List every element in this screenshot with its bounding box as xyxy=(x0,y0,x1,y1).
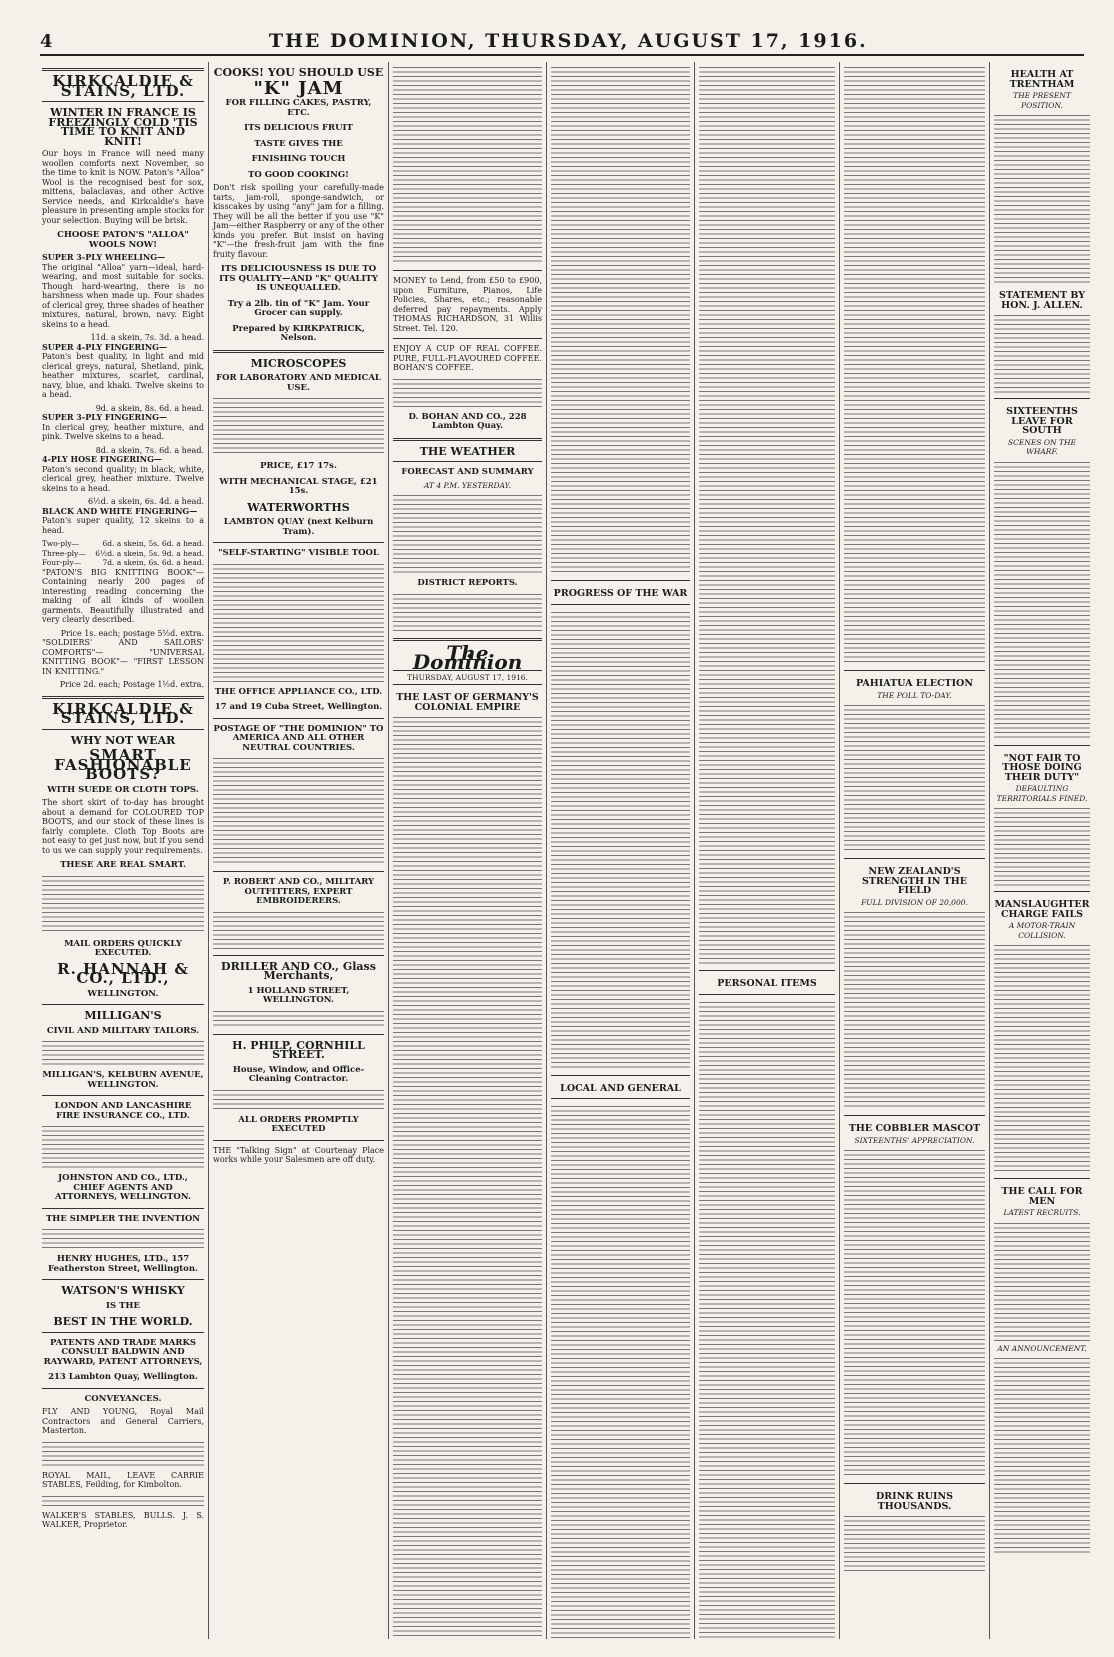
masthead xyxy=(40,28,1084,56)
manslaughter-charge: MANSLAUGHTER CHARGE FAILS xyxy=(994,899,1090,920)
microscopes-title: MICROSCOPES xyxy=(250,356,347,370)
district-reports: DISTRICT REPORTS. xyxy=(417,578,518,588)
wool-item: BLACK AND WHITE FINGERING— Paton's super quality, 12 skeins to a head. xyxy=(42,505,204,535)
ad-bohan: D. BOHAN AND CO., 228 Lambton Quay. xyxy=(408,411,527,431)
microscopes-price: PRICE, £17 17s. xyxy=(260,461,337,471)
ad-walkers: WALKER'S STABLES, BULLS. J. S. WALKER, Proprietor. xyxy=(42,1510,204,1529)
motor-train-collision: A MOTOR-TRAIN COLLISION. xyxy=(1008,921,1076,940)
not-fair: "NOT FAIR TO THOSE DOING THEIR DUTY" xyxy=(1002,752,1082,783)
nz-strength: NEW ZEALAND'S STRENGTH IN THE FIELD xyxy=(862,866,967,896)
forecast-title: FORECAST AND SUMMARY xyxy=(401,467,534,477)
announcement: AN ANNOUNCEMENT. xyxy=(997,1343,1087,1353)
cobbler-mascot: THE COBBLER MASCOT xyxy=(848,1123,981,1134)
full-division: FULL DIVISION OF 20,000. xyxy=(861,897,968,907)
ad-boots-mail: MAIL ORDERS QUICKLY EXECUTED. xyxy=(64,938,182,958)
ad-boots-body: The short skirt of to-day has brought about a demand for COLOURED TOP BOOTS, and our stock of these lines is fairly complete. Cloth Top Boots are not easy to get just now, but if you send to us we can supply your requirements. xyxy=(42,798,204,855)
ad-kirkcaldie-headline: WINTER IN FRANCE IS FREEZINGLY COLD 'TIS TIME TO KNIT AND KNIT! xyxy=(48,106,198,148)
ad-kirkcaldie-choose: CHOOSE PATON'S "ALLOA" WOOLS NOW! xyxy=(57,230,189,250)
ad-kirkcaldie-title: KIRKCALDIE & STAINS, LTD. xyxy=(52,72,194,100)
ad-driller-addr: 1 HOLLAND STREET, WELLINGTON. xyxy=(247,985,350,1005)
ad-whisky-3: BEST IN THE WORLD. xyxy=(53,1315,193,1328)
column-3 xyxy=(388,62,546,1639)
ad-milligans-title: MILLIGAN'S xyxy=(84,1009,162,1022)
forecast-time: AT 4 P.M. YESTERDAY. xyxy=(423,480,512,490)
knitting-book: "PATON'S BIG KNITTING BOOK"— Containing nearly 200 pages of interesting reading concerning the making of all kinds of woollen garments. Beautifully illustrated and very clearly described. xyxy=(42,567,204,624)
ad-hannah-sub: WELLINGTON. xyxy=(87,988,159,999)
ad-whisky-1: WATSON'S WHISKY xyxy=(61,1284,185,1297)
jam-brand: "K" JAM xyxy=(253,77,344,99)
wool-item: SUPER 3-PLY FINGERING— In clerical grey, heather mixture, and pink. Twelve skeins to a head. 8d. a skein, 7s. 6d. a head. xyxy=(42,412,204,455)
ad-driller: DRILLER AND CO., Glass Merchants, xyxy=(221,959,376,982)
wool-item: SUPER 4-PLY FINGERING— Paton's best quality, in light and mid clerical greys, natural, Shetland, pink, heather mixtures, scarlet, cardinal, navy, blue, and khaki. Twelve skeins to a head. 9d. a skein, 8s. 6d. a head. xyxy=(42,341,204,413)
section-conveyances: CONVEYANCES. xyxy=(84,1393,162,1404)
scenes-wharf: SCENES ON THE WHARF. xyxy=(1007,437,1077,456)
present-position: THE PRESENT POSITION. xyxy=(1013,91,1071,110)
self-starting-tool: "SELF-STARTING" VISIBLE TOOL xyxy=(218,548,379,558)
office-appliance: THE OFFICE APPLIANCE CO., LTD. xyxy=(214,686,383,697)
dominion-date: THURSDAY, AUGUST 17, 1916. xyxy=(393,670,542,686)
dominion-title: The Dominion xyxy=(412,640,523,674)
ad-milligans-sub: CIVIL AND MILITARY TAILORS. xyxy=(46,1025,200,1036)
ad-kirkcaldie-2-title: KIRKCALDIE & STAINS, LTD. xyxy=(52,699,194,727)
jam-try: Try a 2lb. tin of "K" Jam. Your Grocer can supply. xyxy=(227,298,370,318)
wool-item: SUPER 3-PLY WHEELING— The original "Alloa" yarn—ideal, hard-wearing, and most suitable for socks. Though hard-wearing, there is no harshness when made up. Four shades of clerical grey, three shades of heather mixtures, natural, brown, navy. Eight skeins to a head. 11d. a skein, 7s. 3d. a head. xyxy=(42,252,204,342)
latest-recruits: LATEST RECRUITS. xyxy=(1003,1208,1081,1217)
ad-whisky-2: IS THE xyxy=(106,1300,140,1311)
column-6 xyxy=(839,62,989,1639)
poll-today: THE POLL TO-DAY. xyxy=(877,690,952,700)
ad-boots-head-1: WHY NOT WEAR xyxy=(70,733,176,747)
ad-boots-smart: THESE ARE REAL SMART. xyxy=(60,860,186,870)
column-1: KIRKCALDIE & STAINS, LTD. WINTER IN FRANCE IS FREEZINGLY COLD 'TIS TIME TO KNIT AND KNIT! Our boys in France will need many woollen comforts next November, so the time to knit is NOW. Paton's "Alloa" Wool is the recognised best for sox, mittens, balaclavas, and other Active Service needs, and Kirkcaldie's have pleasure in presenting ample stocks for your selection. Buying will be brisk. CHOOSE PATON'S "ALLOA" WOOLS NOW! SUPER 3-PLY WHEELING— The original "Alloa" yarn—ideal, hard-wearing, and most suitable for socks. Though hard-wearing, there is no harshness when made up. Four shades of clerical grey, three shades of heather mixtures, natural, brown, navy. Eight skeins to a head. 11d. a skein, 7s. 3d. a head. SUPER 4-PLY FINGERING— Paton's best quality, in light and mid clerical greys, natural, Shetland, pink, heather mixtures, scarlet, cardinal, navy, blue, and khaki. Twelve skeins to a head. 9d. a skein, 8s. 6d. a head. SUPER 3-PLY FINGERING— In clerical grey, heather mixture, and pink. Twelve skeins to a head. 8d. a skein, 7s. 6d. a head. 4-PLY HOSE FINGERING— Paton's second quality; in black, white, clerical grey, heather mixture. Twelve skeins to a head. 6½d. a skein, 6s. 4d. a head. BLACK AND WHITE FINGERING— Paton's super quality, 12 skeins to a head. Two-ply— 6d. a skein, 5s. 6d. a head. Three-ply— 6½d. a skein, 5s. 9d. a head. Four-ply— 7d. a skein, 6s. 6d. a head. "PATON'S BIG KNITTING BOOK"— Containing nearly 200 pages of interesting reading concerning the making of all kinds of woollen garments. Beautifully illustrated and very clearly described. Price 1s. each; postage 5½d. extra. "SOLDIERS' AND SAILORS' COMFORTS"— "UNIVERSAL KNITTING BOOK"— "FIRST LESSON IN KNITTING." Price 2d. each; Postage 1½d. extra. KIRKCALDIE & STAINS, LTD. WHY NOT WEAR SMART FASHIONABLE BOOTS? WITH SUEDE OR CLOTH TOPS. The short skirt of to-day has brought about a demand for COLOURED TOP BOOTS, and our stock of these lines is fairly complete. Cloth Top Boots are not easy to get just now, but if you send to us we can supply your requirements. THESE ARE REAL SMART. MAIL ORDERS QUICKLY EXECUTED. R. HANNAH & CO., LTD., WELLINGTON. MILLIGAN'S CIVIL AND MILITARY TAILORS. MILLIGAN'S, KELBURN AVENUE, WELLINGTON. LONDON AND LANCASHIRE FIRE INSURANCE CO., LTD. JOHNSTON AND CO., LTD., CHIEF AGENTS AND ATTORNEYS, WELLINGTON. THE SIMPLER THE INVENTION HENRY HUGHES, LTD., 157 Featherston Street, Wellington. WATSON'S WHISKY IS THE BEST IN THE WORLD. PATENTS AND TRADE MARKS CONSULT BALDWIN AND RAYWARD, PATENT ATTORNEYS, 213 Lambton Quay, Wellington. CONVEYANCES. FLY AND YOUNG, Royal Mail Contractors and General Carriers, Masterton. ROYAL MAIL, LEAVE CARRIE STABLES, Feilding, for Kimbolton. WALKER'S STABLES, BULLS. J. S. WALKER, Proprietor. xyxy=(38,62,208,1639)
ad-talking-sign: THE "Talking Sign" at Courtenay Place works while your Salesmen are off duty. xyxy=(213,1145,384,1164)
ad-kirkcaldie-body: Our boys in France will need many woollen comforts next November, so the time to knit is NOW. Paton's "Alloa" Wool is the recognised best for sox, mittens, balaclavas, and other Active Service needs, and Kirkcaldie's have pleasure in presenting ample stocks for your selection. Buying will be brisk. xyxy=(42,149,204,225)
editorial-title: THE LAST OF GERMANY'S COLONIAL EMPIRE xyxy=(396,692,539,713)
call-for-men: THE CALL FOR MEN xyxy=(1001,1186,1083,1207)
ad-money-to-lend: MONEY to Lend, from £50 to £900, upon Furniture, Pianos, Life Policies, Shares, etc.; reasonable deferred pay repayments. Apply THOMAS RICHARDSON, 31 Willis Street. Tel. 120. xyxy=(393,276,542,333)
ad-patents: PATENTS AND TRADE MARKS CONSULT BALDWIN AND RAYWARD, PATENT ATTORNEYS, xyxy=(43,1337,203,1367)
wool-item: 4-PLY HOSE FINGERING— Paton's second quality; in black, white, clerical grey, heather mixture. Twelve skeins to a head. 6½d. a skein, 6s. 4d. a head. xyxy=(42,454,204,506)
ad-insurance-agents: JOHNSTON AND CO., LTD., CHIEF AGENTS AND ATTORNEYS, WELLINGTON. xyxy=(55,1173,191,1202)
ad-boots-head-2: SMART FASHIONABLE BOOTS? xyxy=(54,746,192,783)
jam-body: Don't risk spoiling your carefully-made tarts, jam-roll, sponge-sandwich, or kisscakes by using "any" jam for a filling. They will be all the better if you use "K" Jam—either Raspberry or any of the other kinds you prefer. But insist on having "K"—the fresh-fruit jam with the fine fruity flavour. xyxy=(213,183,384,259)
waterworths: WATERWORTHS xyxy=(247,500,350,514)
jam-title: COOKS! YOU SHOULD USE xyxy=(213,66,384,79)
ad-robert: P. ROBERT AND CO., MILITARY OUTFITTERS, EXPERT EMBROIDERERS. xyxy=(222,877,375,906)
knitting-small-books: "SOLDIERS' AND SAILORS' COMFORTS"— "UNIVERSAL KNITTING BOOK"— "FIRST LESSON IN KNITTING." xyxy=(42,638,204,676)
jam-sub: FOR FILLING CAKES, PASTRY, ETC. xyxy=(225,98,372,118)
health-trentham: HEALTH AT TRENTHAM xyxy=(1009,69,1075,90)
ad-simple-sign: HENRY HUGHES, LTD., 157 Featherston Street, Wellington. xyxy=(47,1254,198,1274)
jam-prepared: Prepared by KIRKPATRICK, Nelson. xyxy=(232,323,365,343)
microscopes-stage: WITH MECHANICAL STAGE, £21 15s. xyxy=(219,476,378,496)
column-2: COOKS! YOU SHOULD USE "K" JAM FOR FILLING CAKES, PASTRY, ETC. ITS DELICIOUS FRUIT TASTE GIVES THE FINISHING TOUCH TO GOOD COOKING! Don't risk spoiling your carefully-made tarts, jam-roll, sponge-sandwich, or kisscakes by using "any" jam for a filling. They will be all the better if you use "K" Jam—either Raspberry or any of the other kinds you prefer. But insist on having "K"—the fresh-fruit jam with the fine fruity flavour. ITS DELICIOUSNESS IS DUE TO ITS QUALITY—AND "K" QUALITY IS UNEQUALLED. Try a 2lb. tin of "K" Jam. Your Grocer can supply. Prepared by KIRKPATRICK, Nelson. MICROSCOPES FOR LABORATORY AND MEDICAL USE. PRICE, £17 17s. WITH MECHANICAL STAGE, £21 15s. WATERWORTHS LAMBTON QUAY (next Kelburn Tram). "SELF-STARTING" VISIBLE TOOL THE OFFICE APPLIANCE CO., LTD. 17 and 19 Cuba Street, Wellington. POSTAGE OF "THE DOMINION" TO AMERICA AND ALL OTHER NEUTRAL COUNTRIES. P. ROBERT AND CO., MILITARY OUTFITTERS, EXPERT EMBROIDERERS. DRILLER AND CO., Glass Merchants, 1 HOLLAND STREET, WELLINGTON. H. PHILP, CORNHILL STREET. House, Window, and Office-Cleaning Contractor. ALL ORDERS PROMPTLY EXECUTED THE "Talking Sign" at Courtenay Place works while your Salesmen are off duty. xyxy=(208,62,388,1639)
office-appliance-addr: 17 and 19 Cuba Street, Wellington. xyxy=(214,702,383,712)
ad-milligans-place: MILLIGAN'S, KELBURN AVENUE, WELLINGTON. xyxy=(42,1070,204,1090)
newspaper-title: THE DOMINION, THURSDAY, AUGUST 17, 1916. xyxy=(268,30,868,52)
waterworths-addr: LAMBTON QUAY (next Kelburn Tram). xyxy=(223,517,374,537)
ad-hannah-title: R. HANNAH & CO., LTD., xyxy=(57,959,189,987)
statement-allen: STATEMENT BY HON. J. ALLEN. xyxy=(998,290,1086,311)
ad-patents-addr: 213 Lambton Quay, Wellington. xyxy=(48,1372,198,1382)
ad-philp-sub: House, Window, and Office-Cleaning Contractor. xyxy=(232,1064,365,1084)
column-4 xyxy=(546,62,694,1639)
personal-items: PERSONAL ITEMS xyxy=(717,978,817,989)
column-5 xyxy=(694,62,839,1639)
ad-philp: H. PHILP, CORNHILL STREET. xyxy=(232,1038,365,1061)
drink-ruins: DRINK RUINS THOUSANDS. xyxy=(876,1491,953,1512)
pahiatua-election: PAHIATUA ELECTION xyxy=(855,678,974,689)
ad-simple-invention: THE SIMPLER THE INVENTION xyxy=(45,1213,201,1224)
jam-quality: ITS DELICIOUSNESS IS DUE TO ITS QUALITY—AND "K" QUALITY IS UNEQUALLED. xyxy=(219,264,378,293)
ad-coffee: ENJOY A CUP OF REAL COFFEE. PURE, FULL-FLAVOURED COFFEE. BOHAN'S COFFEE. xyxy=(393,344,542,372)
ad-fly-young: FLY AND YOUNG, Royal Mail Contractors and General Carriers, Masterton. xyxy=(42,1407,204,1435)
ad-royal-mail: ROYAL MAIL, LEAVE CARRIE STABLES, Feilding, for Kimbolton. xyxy=(42,1470,204,1489)
postage-notice: POSTAGE OF "THE DOMINION" TO AMERICA AND ALL OTHER NEUTRAL COUNTRIES. xyxy=(213,723,384,753)
column-7 xyxy=(989,62,1094,1639)
ad-insurance: LONDON AND LANCASHIRE FIRE INSURANCE CO., LTD. xyxy=(54,1101,192,1121)
page-number: 4 xyxy=(40,30,53,52)
weather-title: THE WEATHER xyxy=(419,444,516,458)
sixteenths-leave: SIXTEENTHS LEAVE FOR SOUTH xyxy=(1006,406,1078,436)
local-and-general: LOCAL AND GENERAL xyxy=(560,1082,681,1094)
ad-boots-head-3: WITH SUEDE OR CLOTH TOPS. xyxy=(47,784,199,795)
microscopes-sub: FOR LABORATORY AND MEDICAL USE. xyxy=(216,373,381,393)
progress-of-war: PROGRESS OF THE WAR xyxy=(553,588,688,599)
defaulting-territorials: DEFAULTING TERRITORIALS FINED. xyxy=(996,784,1088,803)
ad-philp-orders: ALL ORDERS PROMPTLY EXECUTED xyxy=(238,1114,359,1134)
sixteenths-appreciation: SIXTEENTHS' APPRECIATION. xyxy=(854,1135,975,1145)
